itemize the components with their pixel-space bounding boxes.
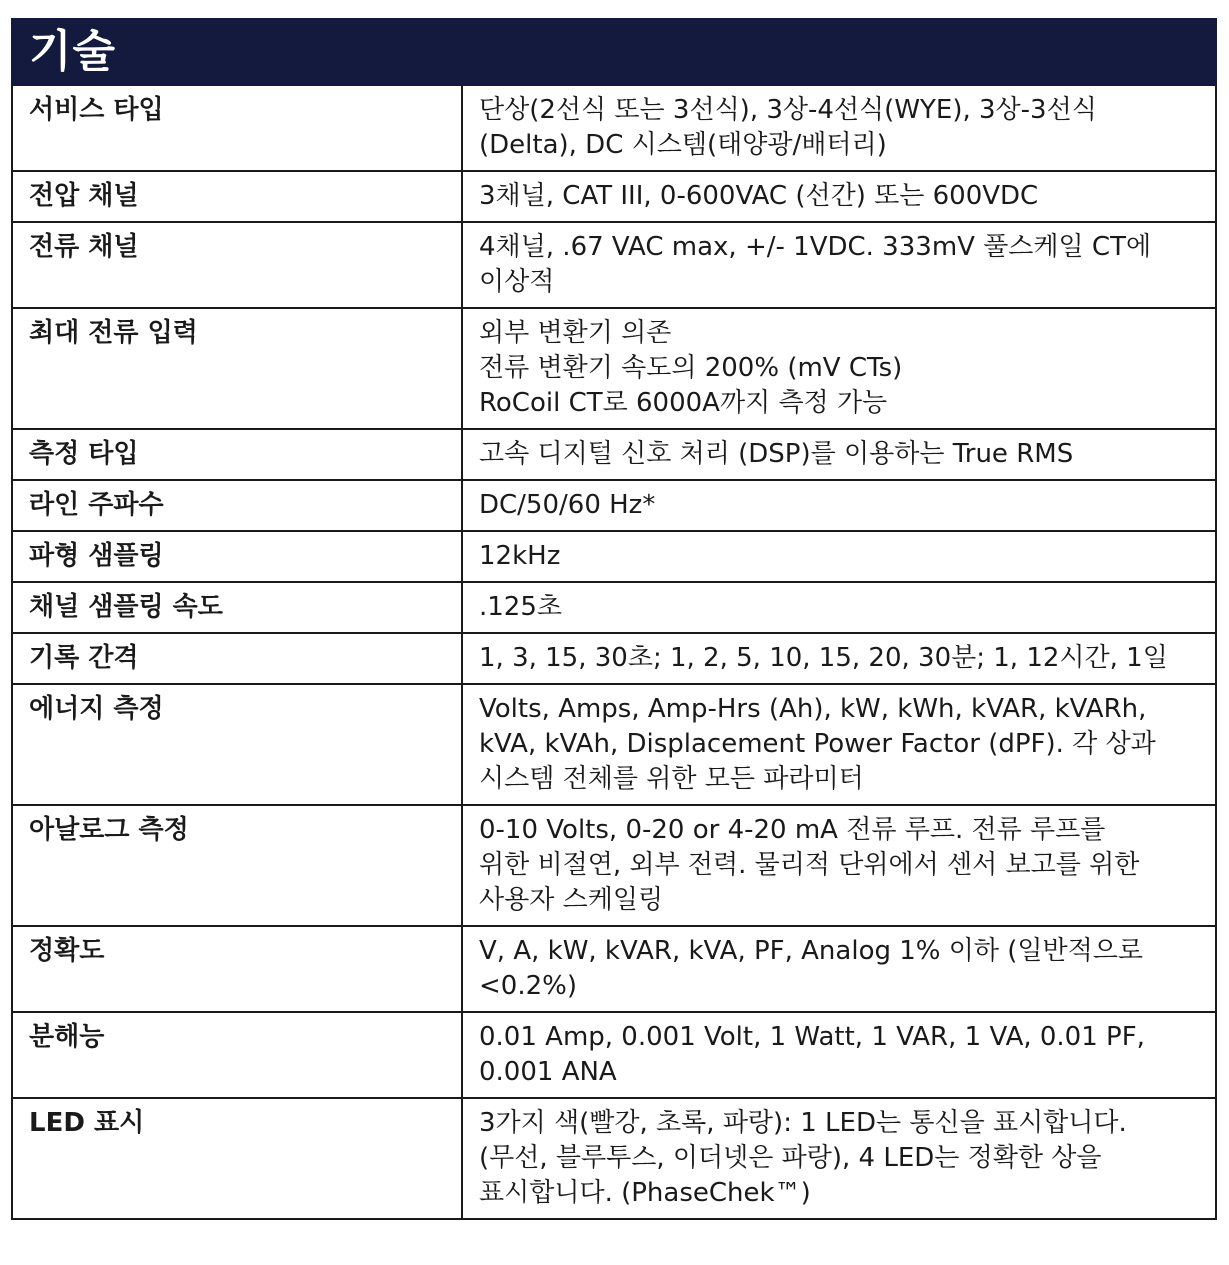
spec-row — [12, 308, 1216, 429]
spec-value — [462, 222, 1216, 308]
spec-label: 기록 간격 — [12, 633, 462, 684]
spec-value-line: 3가지 색(빨강, 초록, 파랑): 1 LED는 통신을 표시합니다. — [479, 1108, 1127, 1138]
spec-value — [462, 531, 1216, 582]
spec-label: 분해능 — [12, 1012, 462, 1098]
spec-value-line: (Delta), DC 시스템(태양광/배터리) — [479, 130, 887, 160]
spec-value — [462, 1012, 1216, 1098]
spec-label: LED 표시 — [12, 1098, 462, 1219]
spec-row — [12, 684, 1216, 805]
spec-value-line: 0-10 Volts, 0-20 or 4-20 mA 전류 루프. 전류 루프를 — [479, 815, 1106, 845]
spec-label: 채널 샘플링 속도 — [12, 582, 462, 633]
spec-row — [12, 222, 1216, 308]
spec-label: 서비스 타입 — [12, 86, 462, 171]
spec-value — [462, 480, 1216, 531]
spec-value-line: <0.2%) — [479, 971, 577, 1001]
spec-table — [11, 86, 1217, 1220]
spec-value-line: DC/50/60 Hz* — [479, 490, 656, 520]
spec-value-line: 12kHz — [479, 541, 561, 571]
spec-value-line: kVA, kVAh, Displacement Power Factor (dPF). 각 상과 — [479, 729, 1156, 759]
spec-value-line: 이상적 — [479, 267, 555, 297]
spec-row — [12, 926, 1216, 1012]
spec-row — [12, 480, 1216, 531]
spec-value — [462, 429, 1216, 480]
spec-value — [462, 633, 1216, 684]
spec-row — [12, 531, 1216, 582]
spec-value-line: 단상(2선식 또는 3선식), 3상-4선식(WYE), 3상-3선식 — [479, 95, 1097, 125]
spec-row — [12, 86, 1216, 171]
spec-row — [12, 805, 1216, 926]
spec-value-line: .125초 — [479, 592, 563, 622]
spec-value — [462, 684, 1216, 805]
spec-value — [462, 926, 1216, 1012]
spec-label: 파형 샘플링 — [12, 531, 462, 582]
spec-value-line: 0.01 Amp, 0.001 Volt, 1 Watt, 1 VAR, 1 VA, 0.01 PF, — [479, 1022, 1145, 1052]
spec-label: 측정 타입 — [12, 429, 462, 480]
spec-value-line: 1, 3, 15, 30초; 1, 2, 5, 10, 15, 20, 30분; 1, 12시간, 1일 — [479, 643, 1168, 673]
spec-label: 정확도 — [12, 926, 462, 1012]
spec-row — [12, 1098, 1216, 1219]
spec-label: 아날로그 측정 — [12, 805, 462, 926]
spec-value-line: 3채널, CAT III, 0-600VAC (선간) 또는 600VDC — [479, 181, 1039, 211]
spec-value-line: 0.001 ANA — [479, 1057, 617, 1087]
spec-value-line: 외부 변환기 의존 — [479, 318, 672, 348]
spec-label: 라인 주파수 — [12, 480, 462, 531]
spec-value — [462, 86, 1216, 171]
spec-value-line: 전류 변환기 속도의 200% (mV CTs) — [479, 353, 903, 383]
spec-label: 에너지 측정 — [12, 684, 462, 805]
spec-value-line: V, A, kW, kVAR, kVA, PF, Analog 1% 이하 (일반적으로 — [479, 936, 1143, 966]
spec-value — [462, 805, 1216, 926]
spec-row — [12, 582, 1216, 633]
spec-row — [12, 429, 1216, 480]
spec-value-line: 고속 디지털 신호 처리 (DSP)를 이용하는 True RMS — [479, 439, 1074, 469]
section-header — [11, 18, 1217, 86]
spec-value-line: 위한 비절연, 외부 전력. 물리적 단위에서 센서 보고를 위한 — [479, 850, 1140, 880]
section-title: 기술 — [29, 26, 117, 77]
spec-row — [12, 171, 1216, 222]
spec-label: 전류 채널 — [12, 222, 462, 308]
spec-value — [462, 582, 1216, 633]
spec-value-line: (무선, 블루투스, 이더넷은 파랑), 4 LED는 정확한 상을 — [479, 1143, 1102, 1173]
spec-table-body — [12, 86, 1216, 1219]
spec-value-line: Volts, Amps, Amp-Hrs (Ah), kW, kWh, kVAR, kVARh, — [479, 694, 1147, 724]
spec-value-line: 표시합니다. (PhaseChek™) — [479, 1178, 811, 1208]
spec-value-line: 시스템 전체를 위한 모든 파라미터 — [479, 764, 864, 794]
spec-label: 전압 채널 — [12, 171, 462, 222]
spec-value-line: 사용자 스케일링 — [479, 885, 664, 915]
spec-value — [462, 1098, 1216, 1219]
spec-value-line: 4채널, .67 VAC max, +/- 1VDC. 333mV 풀스케일 CT에 — [479, 232, 1152, 262]
spec-sheet — [11, 18, 1217, 1220]
spec-value — [462, 308, 1216, 429]
spec-label: 최대 전류 입력 — [12, 308, 462, 429]
spec-value-line: RoCoil CT로 6000A까지 측정 가능 — [479, 388, 888, 418]
spec-row — [12, 1012, 1216, 1098]
spec-value — [462, 171, 1216, 222]
spec-row — [12, 633, 1216, 684]
